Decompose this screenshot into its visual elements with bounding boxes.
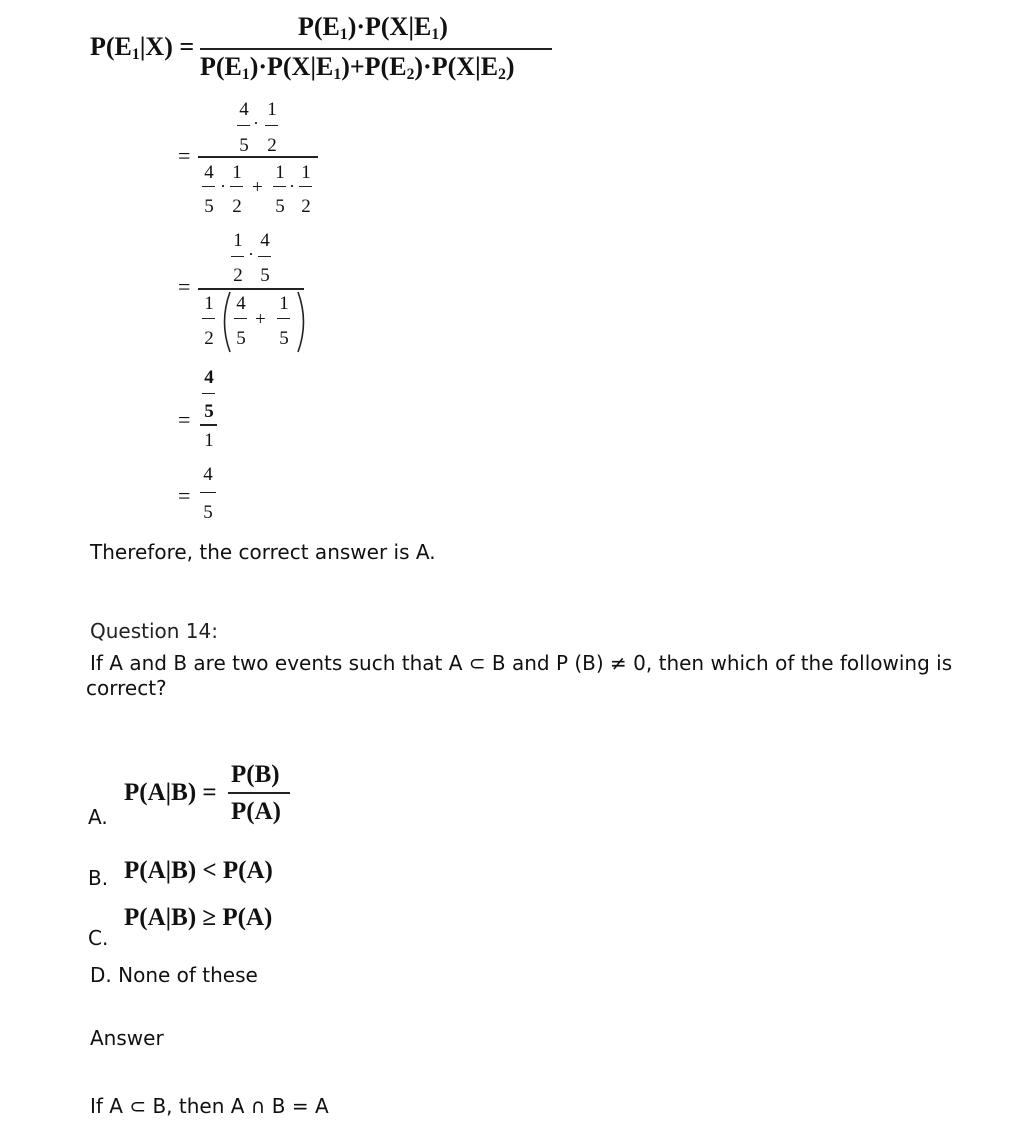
main-fraction-denominator: $P(E_1)\cdot P(X|E_1)+P(E_2)\cdot P(X|E_2)$ xyxy=(200,52,515,83)
step1-den-1: 4 xyxy=(204,162,214,183)
step1-equals: = xyxy=(178,143,191,168)
step4-den: 5 xyxy=(203,502,213,523)
option-a-lhs: P(A|B) = xyxy=(124,779,217,806)
question-text-line2: correct? xyxy=(86,676,167,700)
step1-main-bar xyxy=(198,156,318,158)
step1-num-a: 4 xyxy=(239,99,249,120)
option-b-expression: P(A|B) < P(A) xyxy=(124,857,273,884)
step1-num-dot: · xyxy=(253,113,259,133)
step2-num-a-den: 2 xyxy=(233,265,243,286)
formula-lhs: $P(E_1|X)$ = xyxy=(90,32,195,63)
step2-inner-a-den: 5 xyxy=(236,328,246,349)
step2-paren-right xyxy=(296,290,310,354)
step2-num-a: 1 xyxy=(233,230,243,251)
step3-main-bar xyxy=(200,424,217,426)
step1-plus: + xyxy=(252,177,263,198)
step1-den-2: 1 xyxy=(232,162,242,183)
option-b-label: B. xyxy=(88,866,109,890)
step2-inner-b-den: 5 xyxy=(279,328,289,349)
step1-num-a-den: 5 xyxy=(239,135,249,156)
question-text-line1: If A and B are two events such that A ⊂ B and P (B) ≠ 0, then which of the following is xyxy=(90,651,953,675)
option-c-expression: P(A|B) ≥ P(A) xyxy=(124,904,273,931)
step3-top-den: 5 xyxy=(204,401,214,422)
step2-outer-den: 2 xyxy=(204,328,214,349)
step1-num-b-den: 2 xyxy=(267,135,277,156)
step4-equals: = xyxy=(178,483,191,508)
step2-main-bar xyxy=(198,288,304,290)
step1-den-den-1: 5 xyxy=(204,196,214,217)
step3-equals: = xyxy=(178,407,191,432)
option-d-text: D. None of these xyxy=(90,963,258,987)
step2-inner-a-num: 4 xyxy=(236,293,246,314)
step2-num-b-den: 5 xyxy=(260,265,270,286)
step3-bottom: 1 xyxy=(204,430,214,451)
answer-line1: If A ⊂ B, then A ∩ B = A xyxy=(90,1094,329,1118)
main-fraction-bar xyxy=(200,48,552,50)
step2-outer-num: 1 xyxy=(204,293,214,314)
option-c-label: C. xyxy=(88,926,109,950)
option-a-numerator: P(B) xyxy=(231,761,280,788)
question-heading: Question 14: xyxy=(90,619,218,643)
main-fraction-numerator: $P(E_1)\cdot P(X|E_1)$ xyxy=(298,12,448,43)
step1-den-den-2: 2 xyxy=(232,196,242,217)
step1-num-b: 1 xyxy=(267,99,277,120)
step1-den-4: 1 xyxy=(301,162,311,183)
option-a-bar xyxy=(228,792,290,794)
step4-num: 4 xyxy=(203,464,213,485)
conclusion-text: Therefore, the correct answer is A. xyxy=(90,540,436,564)
step2-num-b: 4 xyxy=(260,230,270,251)
step2-plus: + xyxy=(255,309,266,330)
step1-den-3: 1 xyxy=(275,162,285,183)
step3-top-num: 4 xyxy=(204,367,214,388)
step1-den-den-3: 5 xyxy=(275,196,285,217)
step2-paren-left xyxy=(218,290,232,354)
step2-inner-b-num: 1 xyxy=(279,293,289,314)
step1-den-den-4: 2 xyxy=(301,196,311,217)
option-a-label: A. xyxy=(88,805,108,829)
option-a-denominator: P(A) xyxy=(231,798,281,825)
answer-heading: Answer xyxy=(90,1026,164,1050)
step2-equals: = xyxy=(178,274,191,299)
step4-bar xyxy=(200,492,216,493)
